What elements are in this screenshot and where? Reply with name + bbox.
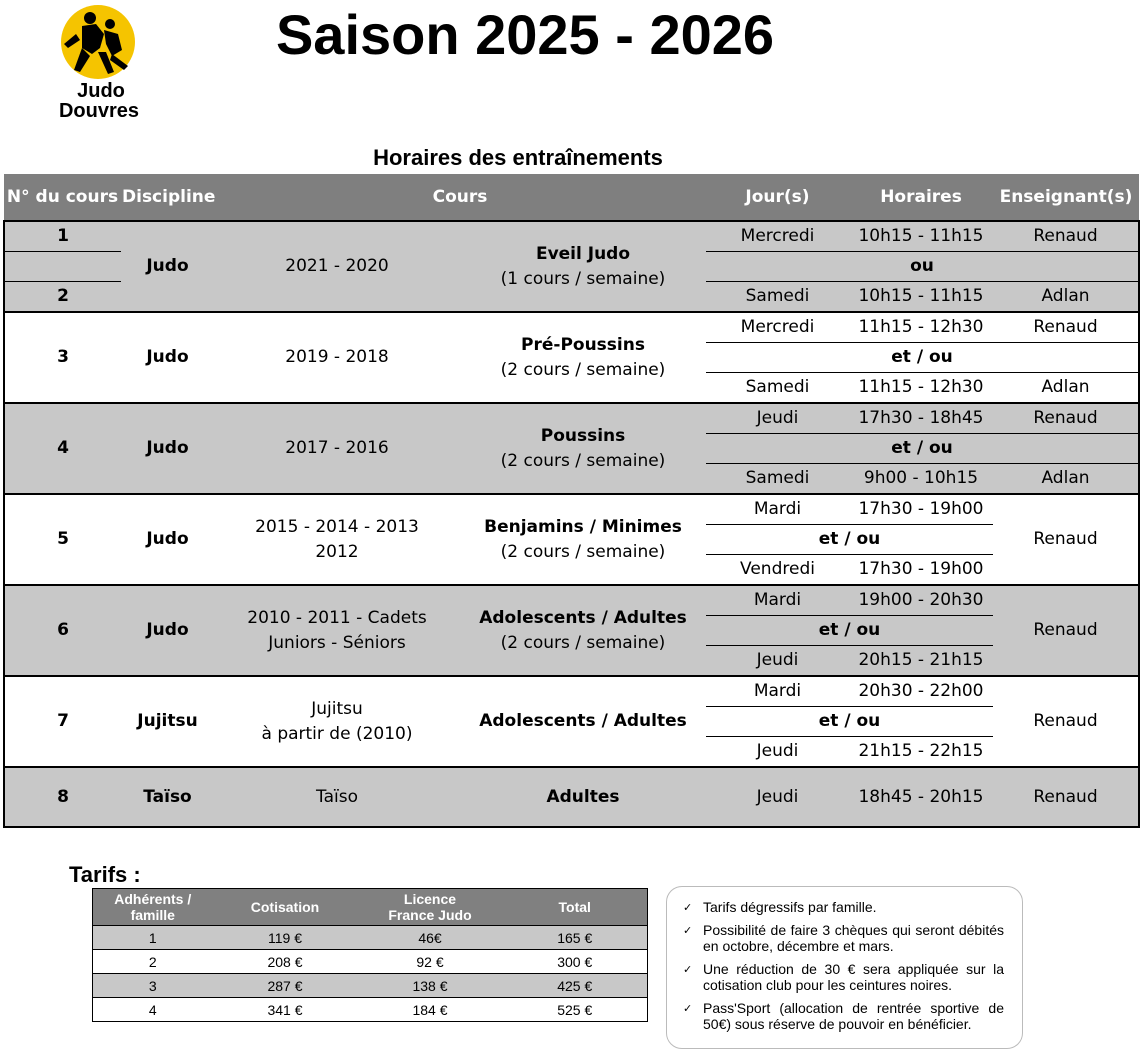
separator-text: et / ou (706, 343, 1139, 373)
members-cell: 4 (93, 998, 213, 1022)
birth-years (214, 586, 460, 675)
licence-cell: 138 € (358, 974, 503, 998)
course-number-empty (4, 252, 121, 282)
col-header-cours: Cours (214, 174, 706, 221)
time-cell: 19h00 - 20h30 (849, 585, 993, 616)
separator-text: ou (706, 252, 1139, 282)
birth-years-line: 2015 - 2014 - 2013 (255, 516, 419, 537)
cours-cell (214, 312, 706, 403)
schedule-title: Horaires des entraînements (373, 145, 663, 170)
birth-years: 2021 - 2020 (285, 256, 389, 276)
col-header-days: Jour(s) (706, 174, 849, 221)
licence-cell: 92 € (358, 950, 503, 974)
day-cell: Mardi (706, 676, 849, 707)
col-header-times: Horaires (849, 174, 993, 221)
birth-years: 2017 - 2016 (285, 438, 389, 458)
time-cell: 17h30 - 18h45 (849, 403, 993, 434)
col-header-licence: Licence France Judo (358, 889, 503, 926)
separator-text: et / ou (706, 616, 993, 646)
schedule-group-3 (4, 312, 1139, 403)
day-cell: Jeudi (706, 403, 849, 434)
tarifs-table (92, 888, 648, 1022)
teacher-cell: Adlan (993, 282, 1139, 313)
course-frequency: (2 cours / semaine) (500, 450, 666, 471)
time-cell: 21h15 - 22h15 (849, 737, 993, 768)
table-row (93, 974, 648, 998)
course-name: Benjamins / Minimes (484, 516, 682, 537)
day-cell: Samedi (706, 282, 849, 313)
day-cell: Mardi (706, 494, 849, 525)
discipline-cell: Judo (121, 312, 214, 403)
course-name-block (460, 586, 706, 675)
notes-box (666, 886, 1023, 1049)
cotisation-cell: 119 € (213, 926, 358, 950)
time-cell: 11h15 - 12h30 (849, 373, 993, 404)
members-cell: 1 (93, 926, 213, 950)
time-cell: 17h30 - 19h00 (849, 494, 993, 525)
course-frequency: (2 cours / semaine) (500, 541, 666, 562)
course-name-block (460, 222, 706, 311)
course-number: 5 (4, 494, 121, 585)
course-number: 2 (4, 282, 121, 313)
course-number: 7 (4, 676, 121, 767)
course-name-block (460, 495, 706, 584)
licence-cell: 184 € (358, 998, 503, 1022)
schedule-group-8 (4, 767, 1139, 827)
course-number: 4 (4, 403, 121, 494)
discipline-cell: Judo (121, 494, 214, 585)
course-name-block (460, 677, 706, 766)
note-item: ✓ Tarifs dégressifs par famille. (683, 899, 877, 915)
tarifs-title: Tarifs : (69, 862, 141, 887)
course-name-block (460, 313, 706, 402)
teacher-cell: Renaud (993, 403, 1139, 434)
birth-years: 2019 - 2018 (285, 347, 389, 367)
birth-years: Taïso (316, 786, 358, 807)
day-cell: Mercredi (706, 221, 849, 252)
course-name: Poussins (540, 425, 626, 446)
note-item: ✓ Une réduction de 30 € sera appliquée sur la cotisation club pour les ceintures noires. (683, 961, 1004, 993)
birth-years-line: 2012 (315, 541, 359, 562)
schedule-group-7 (4, 676, 1139, 767)
course-name-block (460, 768, 706, 826)
members-cell: 3 (93, 974, 213, 998)
birth-years (214, 495, 460, 584)
birth-years (214, 677, 460, 766)
schedule-group-6 (4, 585, 1139, 676)
teacher-cell: Renaud (993, 221, 1139, 252)
discipline-cell: Jujitsu (121, 676, 214, 767)
note-item: ✓ Possibilité de faire 3 chèques qui seront débités en octobre, décembre et mars. (683, 922, 1004, 954)
time-cell: 10h15 - 11h15 (849, 282, 993, 313)
teacher-cell: Renaud (993, 676, 1139, 767)
teacher-cell: Renaud (993, 312, 1139, 343)
course-number: 3 (4, 312, 121, 403)
course-name-block (460, 404, 706, 493)
separator-text: et / ou (706, 525, 993, 555)
course-name: Adolescents / Adultes (479, 711, 687, 731)
course-frequency: (1 cours / semaine) (500, 268, 666, 289)
course-frequency: (2 cours / semaine) (500, 632, 666, 653)
svg-text:Judo: Judo (77, 80, 125, 102)
schedule-header-row (4, 174, 1139, 221)
table-row (93, 926, 648, 950)
course-number: 6 (4, 585, 121, 676)
time-cell: 10h15 - 11h15 (849, 221, 993, 252)
teacher-cell: Renaud (993, 494, 1139, 585)
course-name: Adolescents / Adultes (479, 607, 687, 628)
teacher-cell: Renaud (993, 585, 1139, 676)
day-cell: Jeudi (706, 767, 849, 827)
time-cell: 11h15 - 12h30 (849, 312, 993, 343)
check-icon: ✓ (683, 925, 693, 937)
birth-years-line: 2010 - 2011 - Cadets (247, 607, 427, 628)
time-cell: 17h30 - 19h00 (849, 555, 993, 586)
tarifs-header-row (93, 889, 648, 926)
schedule-group-4 (4, 403, 1139, 494)
cours-cell (214, 403, 706, 494)
separator-text: et / ou (706, 707, 993, 737)
cours-cell (214, 494, 706, 585)
teacher-cell: Renaud (993, 767, 1139, 827)
cotisation-cell: 287 € (213, 974, 358, 998)
day-cell: Mardi (706, 585, 849, 616)
time-cell: 18h45 - 20h15 (849, 767, 993, 827)
total-cell: 165 € (503, 926, 648, 950)
cotisation-cell: 341 € (213, 998, 358, 1022)
course-name: Eveil Judo (535, 243, 631, 264)
col-header-teachers: Enseignant(s) (993, 174, 1139, 221)
discipline-cell: Judo (121, 221, 214, 312)
time-cell: 9h00 - 10h15 (849, 464, 993, 495)
discipline-cell: Taïso (121, 767, 214, 827)
members-cell: 2 (93, 950, 213, 974)
day-cell: Vendredi (706, 555, 849, 586)
col-header-members: Adhérents / famille (93, 889, 213, 926)
check-icon: ✓ (683, 902, 693, 914)
day-cell: Samedi (706, 373, 849, 404)
separator-text: et / ou (706, 434, 1139, 464)
col-header-discipline: Discipline (121, 174, 214, 221)
table-row (93, 998, 648, 1022)
day-cell: Jeudi (706, 737, 849, 768)
cours-cell (214, 585, 706, 676)
course-name: Pré-Poussins (521, 334, 645, 355)
col-header-cotisation: Cotisation (213, 889, 358, 926)
birth-years-line: Jujitsu (311, 698, 363, 719)
teacher-cell: Adlan (993, 464, 1139, 495)
time-cell: 20h15 - 21h15 (849, 646, 993, 677)
schedule-group-5 (4, 494, 1139, 585)
discipline-cell: Judo (121, 585, 214, 676)
day-cell: Mercredi (706, 312, 849, 343)
teacher-cell: Adlan (993, 373, 1139, 404)
svg-text:Douvres: Douvres (58, 100, 140, 122)
day-cell: Jeudi (706, 646, 849, 677)
schedule-group-1 (4, 221, 1139, 312)
birth-years-line: Juniors - Séniors (268, 632, 406, 653)
time-cell: 20h30 - 22h00 (849, 676, 993, 707)
total-cell: 425 € (503, 974, 648, 998)
course-number: 8 (4, 767, 121, 827)
discipline-cell: Judo (121, 403, 214, 494)
col-header-num: N° du cours (4, 174, 121, 221)
page-title: Saison 2025 - 2026 (275, 3, 775, 66)
total-cell: 525 € (503, 998, 648, 1022)
judo-douvres-logo (52, 4, 150, 122)
schedule-table (3, 174, 1140, 828)
course-frequency: (2 cours / semaine) (500, 359, 666, 380)
note-item: ✓ Pass'Sport (allocation de rentrée sportive de 50€) sous réserve de pouvoir en bénéficier. (683, 1000, 1004, 1032)
course-number: 1 (4, 221, 121, 252)
col-header-total: Total (503, 889, 648, 926)
course-name: Adultes (546, 786, 620, 807)
birth-years-line: à partir de (2010) (261, 723, 413, 744)
cours-cell (214, 767, 706, 827)
total-cell: 300 € (503, 950, 648, 974)
table-row (93, 950, 648, 974)
check-icon: ✓ (683, 1003, 693, 1015)
cotisation-cell: 208 € (213, 950, 358, 974)
check-icon: ✓ (683, 964, 693, 976)
cours-cell (214, 676, 706, 767)
day-cell: Samedi (706, 464, 849, 495)
licence-cell: 46€ (358, 926, 503, 950)
cours-cell (214, 221, 706, 312)
